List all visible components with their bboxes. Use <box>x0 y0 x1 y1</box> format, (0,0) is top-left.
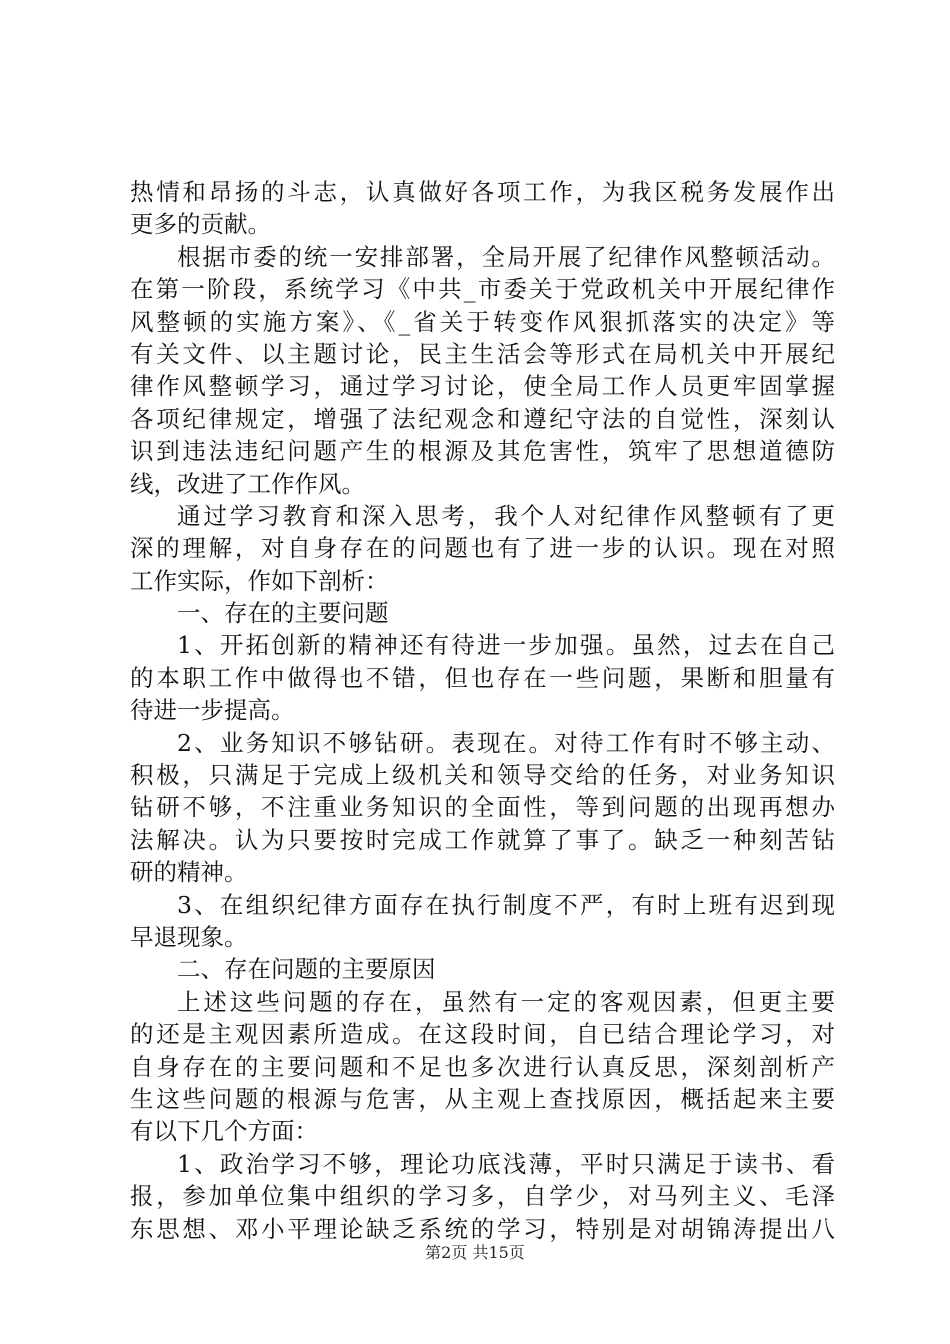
section-heading: 二、存在问题的主要原因 <box>177 955 436 984</box>
text-line: 2、业务知识不够钻研。表现在。对待工作有时不够主动、 <box>177 728 835 757</box>
text-line: 热情和昂扬的斗志，认真做好各项工作，为我区税务发展作出 <box>130 178 835 206</box>
text-line: 早退现象。 <box>130 922 248 951</box>
text-line: 1、政治学习不够，理论功底浅薄，平时只满足于读书、看 <box>177 1149 835 1178</box>
text-line: 上述这些问题的存在，虽然有一定的客观因素，但更主要 <box>177 987 835 1016</box>
text-line: 1、开拓创新的精神还有待进一步加强。虽然，过去在自己 <box>177 631 835 660</box>
text-line: 线，改进了工作作风。 <box>130 469 365 498</box>
text-line: 律作风整顿学习，通过学习讨论，使全局工作人员更牢固掌握 <box>130 372 835 401</box>
text-line: 风整顿的实施方案》、《_省关于转变作风狠抓落实的决定》等 <box>130 307 835 336</box>
text-line: 生这些问题的根源与危害，从主观上查找原因，概括起来主要 <box>130 1084 835 1113</box>
text-line: 有以下几个方面： <box>130 1117 318 1146</box>
text-line: 深的理解，对自身存在的问题也有了进一步的认识。现在对照 <box>130 534 835 563</box>
text-line: 的还是主观因素所造成。在这段时间，自已结合理论学习，对 <box>130 1020 835 1049</box>
text-line: 东思想、邓小平理论缺乏系统的学习，特别是对胡锦涛提出八 <box>130 1214 835 1243</box>
text-line: 积极，只满足于完成上级机关和领导交给的任务，对业务知识 <box>130 761 835 790</box>
text-line: 在第一阶段，系统学习《中共_市委关于党政机关中开展纪律作 <box>130 275 835 304</box>
text-line: 报，参加单位集中组织的学习多，自学少，对马列主义、毛泽 <box>130 1182 835 1211</box>
text-line: 自身存在的主要问题和不足也多次进行认真反思，深刻剖析产 <box>130 1052 835 1081</box>
document-body <box>130 176 835 1245</box>
text-line: 工作实际，作如下剖析： <box>130 566 389 595</box>
text-line: 待进一步提高。 <box>130 696 295 725</box>
text-line: 钻研不够，不注重业务知识的全面性，等到问题的出现再想办 <box>130 793 835 822</box>
text-line: 各项纪律规定，增强了法纪观念和遵纪守法的自觉性，深刻认 <box>130 404 835 433</box>
text-line: 的本职工作中做得也不错，但也存在一些问题，果断和胆量有 <box>130 663 835 692</box>
text-line: 3、在组织纪律方面存在执行制度不严，有时上班有迟到现 <box>177 890 835 919</box>
text-line: 更多的贡献。 <box>130 210 271 239</box>
text-line: 通过学习教育和深入思考，我个人对纪律作风整顿有了更 <box>177 501 835 530</box>
page-number-footer: 第2页 共15页 <box>425 1243 525 1262</box>
text-line: 识到违法违纪问题产生的根源及其危害性，筑牢了思想道德防 <box>130 437 835 466</box>
text-line: 研的精神。 <box>130 858 248 887</box>
text-line: 有关文件、以主题讨论，民主生活会等形式在局机关中开展纪 <box>130 339 835 368</box>
section-heading: 一、存在的主要问题 <box>177 599 389 628</box>
text-line: 法解决。认为只要按时完成工作就算了事了。缺乏一种刻苦钻 <box>130 825 835 854</box>
text-line: 根据市委的统一安排部署，全局开展了纪律作风整顿活动。 <box>177 242 835 271</box>
